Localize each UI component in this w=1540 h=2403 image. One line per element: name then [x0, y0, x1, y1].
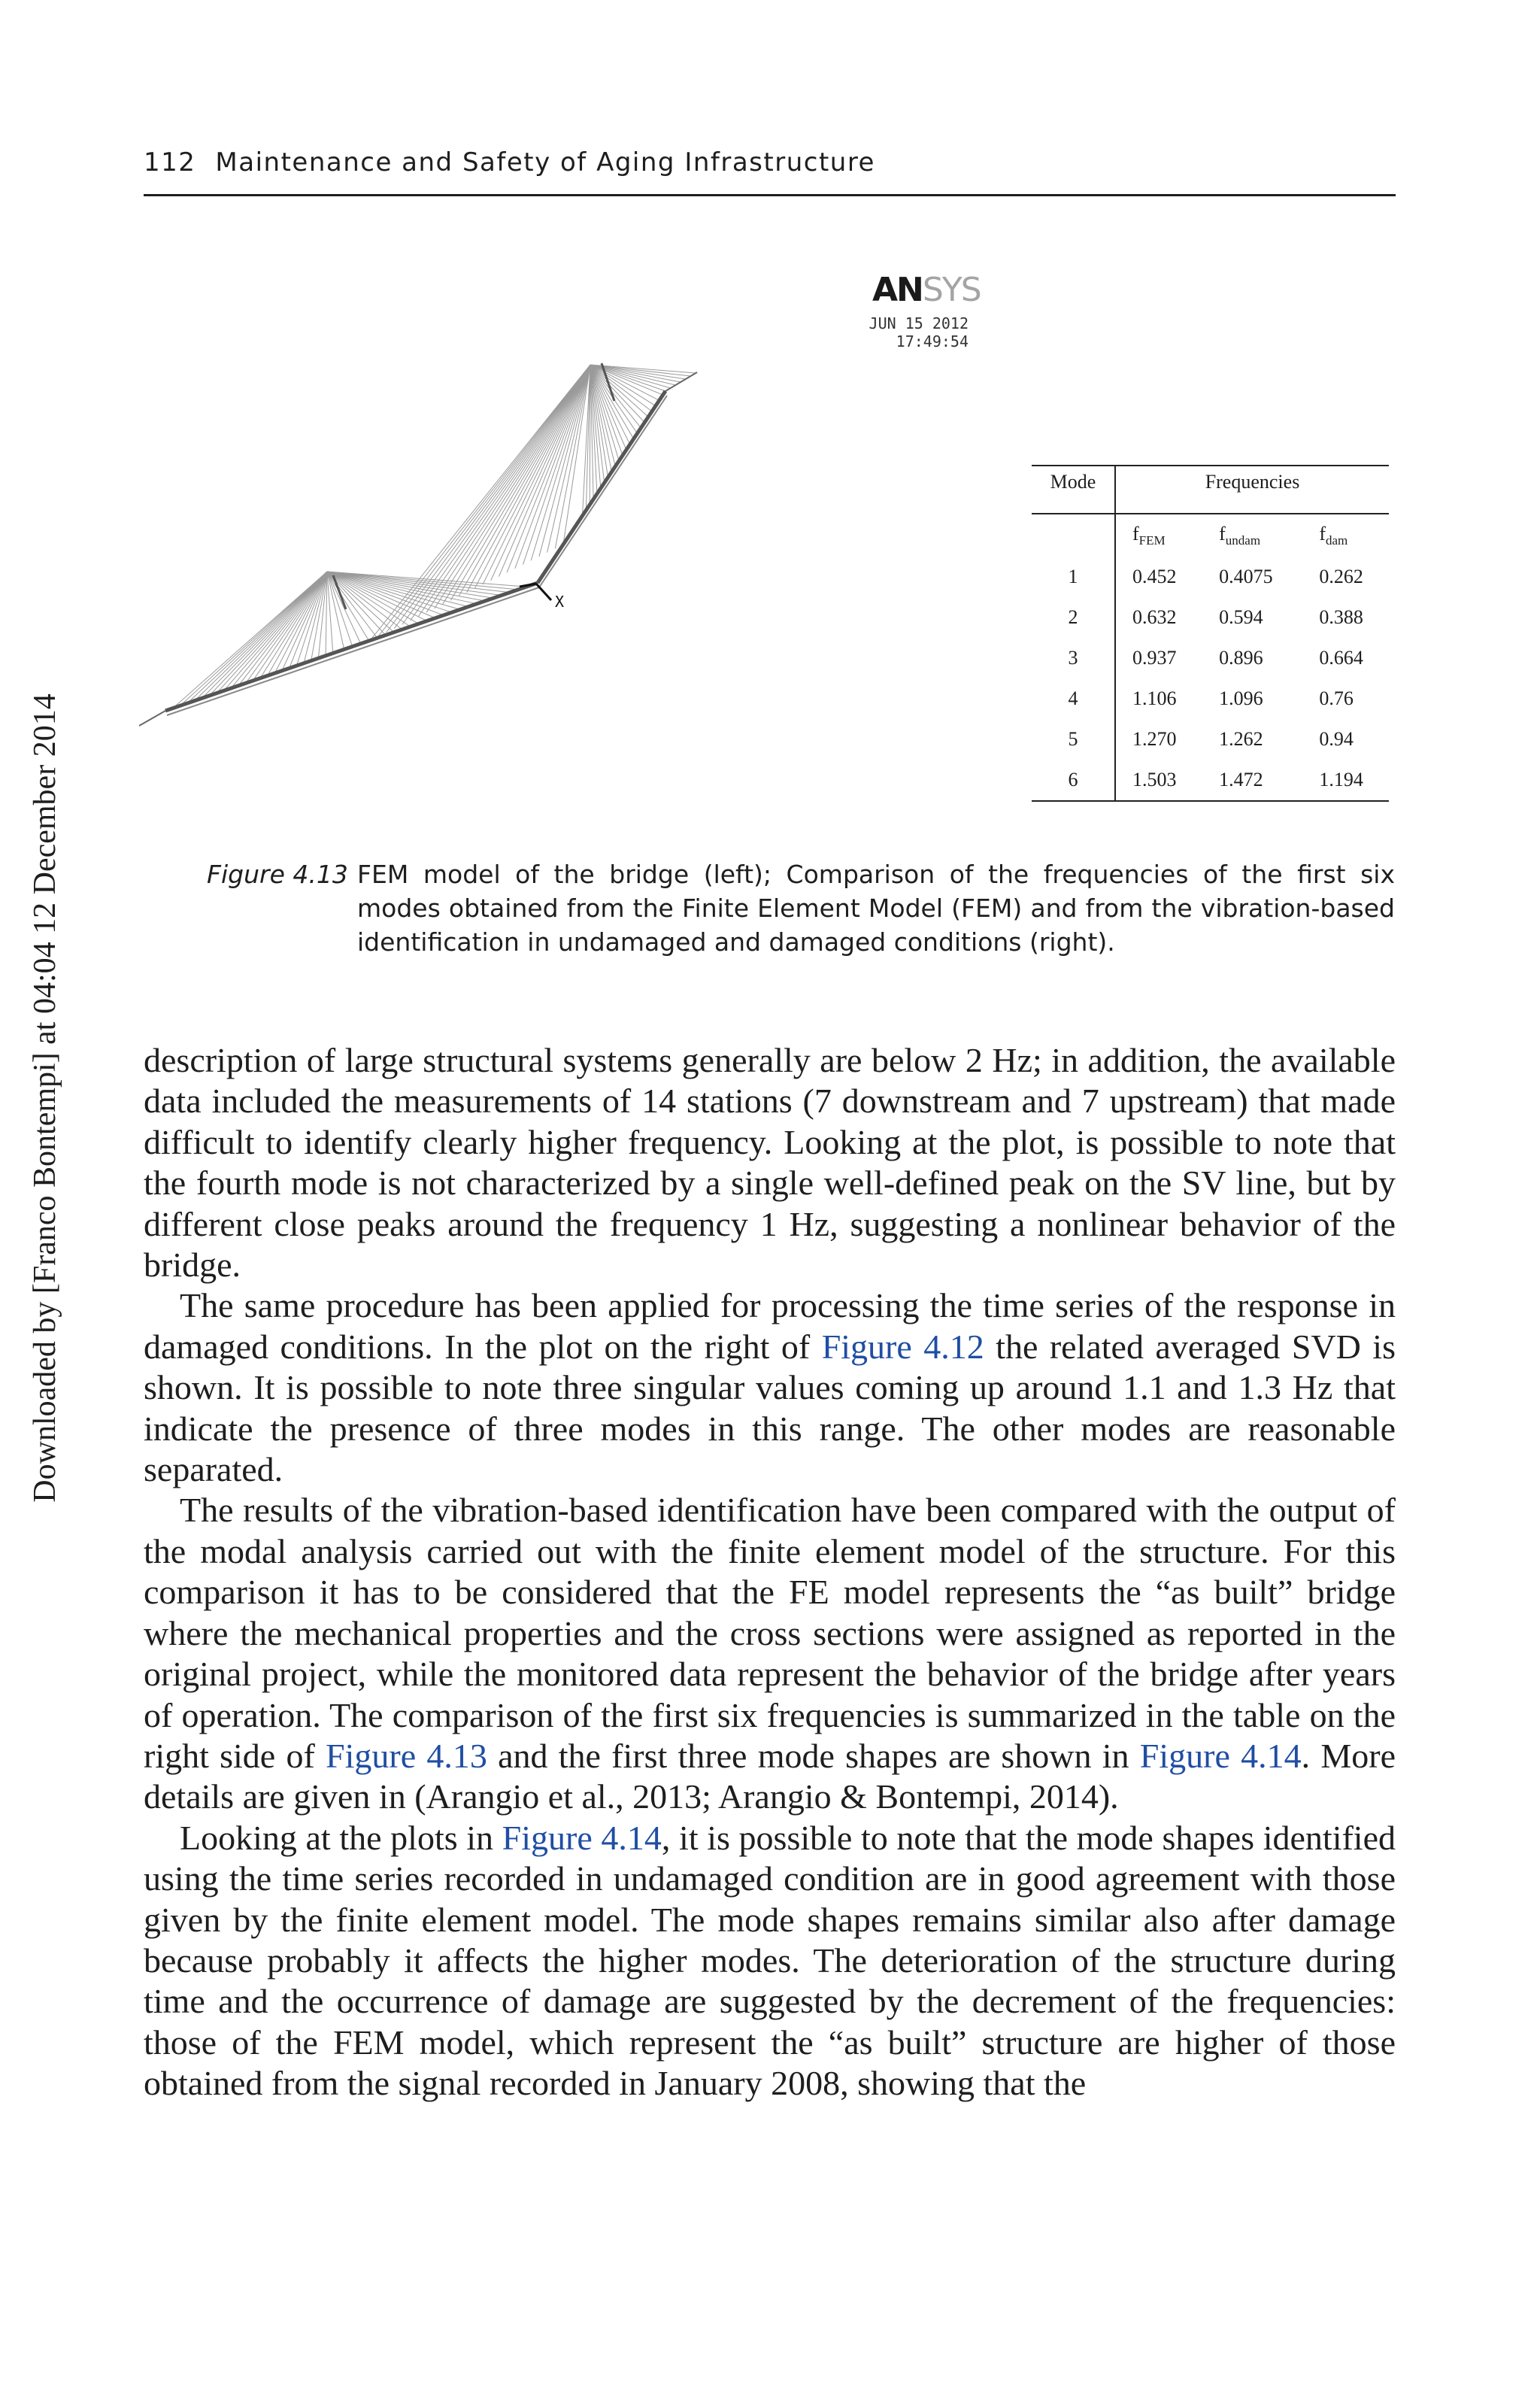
axis-x-label: X — [555, 593, 565, 611]
table-row: 6 1.503 1.472 1.194 — [1032, 760, 1389, 801]
frequency-table — [1032, 465, 1389, 802]
mode-header: Mode — [1032, 466, 1115, 514]
figure-link[interactable]: Figure 4.13 — [326, 1736, 487, 1775]
paragraph: description of large structural systems generally are below 2 Hz; in addition, the available data included the measurements of 14 stations (7 downstream and 7 upstream) that made difficult to identify clearly higher frequency. Looking at the plot, is possible to note that the fourth mode is not characterized by a single well-defined peak on the SV line, but by different close peaks around the frequency 1 Hz, suggesting a nonlinear behavior of the bridge. — [144, 1041, 1396, 1285]
download-watermark: Downloaded by [Franco Bontempi] at 04:04 12 December 2014 — [28, 693, 62, 1503]
figure-link[interactable]: Figure 4.14 — [1139, 1736, 1302, 1775]
running-header — [144, 147, 1396, 177]
ansys-logo: ANSYS — [872, 271, 981, 309]
ansys-time: 17:49:54 — [896, 332, 969, 350]
figure-caption — [207, 857, 1395, 959]
frequencies-header: Frequencies — [1115, 466, 1389, 514]
paragraph: The same procedure has been applied for processing the time series of the response in damaged conditions. In the plot on the right of Figure 4.12 the related averaged SVD is shown. It is possible to note three singular values coming up around 1.1 and 1.3 Hz that indicate the presence of three modes in this range. The other modes are reasonable separated. — [144, 1286, 1396, 1489]
ansys-date: JUN 15 2012 — [869, 314, 969, 332]
paragraph: Looking at the plots in Figure 4.14, it is possible to note that the mode shapes identified using the time series recorded in undamaged condition are in good agreement with those given by the finite element model. The mode shapes remains similar also after damage because probably it affects the higher modes. The deterioration of the structure during time and the occurrence of damage are suggested by the decrement of the frequencies: those of the FEM model, which represent the “as built” structure are higher of those obtained from the signal recorded in January 2008, showing that the — [144, 1818, 1396, 2103]
table-row: 2 0.632 0.594 0.388 — [1032, 597, 1389, 638]
table-row: 4 1.106 1.096 0.76 — [1032, 678, 1389, 719]
running-title: Maintenance and Safety of Aging Infrastructure — [215, 147, 875, 177]
figure-link[interactable]: Figure 4.14 — [502, 1818, 662, 1857]
col-undam-header: $f_{undam}$ — [1202, 514, 1302, 557]
table-row: 3 0.937 0.896 0.664 — [1032, 638, 1389, 678]
caption-text: FEM model of the bridge (left); Comparison of the frequencies of the first six modes obtained from the Finite Element Model (FEM) and from the vibration-based identification in undamaged and damaged conditions (right). — [357, 860, 1395, 957]
col-fem-header: $f_{FEM}$ — [1115, 514, 1202, 557]
fem-bridge-model — [139, 267, 1011, 820]
caption-label: Figure 4.13 — [207, 860, 348, 889]
pylon-left — [333, 575, 346, 609]
table-row: 1 0.452 0.4075 0.262 — [1032, 557, 1389, 597]
stay-cables — [173, 365, 696, 708]
header-rule — [144, 194, 1396, 196]
table-row: 5 1.270 1.262 0.94 — [1032, 719, 1389, 760]
col-dam-header: $f_{dam}$ — [1302, 514, 1389, 557]
page-number: 112 — [144, 147, 196, 177]
body-text — [144, 1040, 1396, 2104]
paragraph: The results of the vibration-based identification have been compared with the output of the modal analysis carried out with the finite element model of the structure. For this comparison it has to be considered that the FE model represents the “as built” bridge where the mechanical properties and the cross sections were assigned as reported in the original project, while the monitored data represent the behavior of the bridge after years of operation. The comparison of the first six frequencies is summarized in the table on the right side of Figure 4.13 and the first three mode shapes are shown in Figure 4.14. More details are given in (Arangio et al., 2013; Arangio & Bontempi, 2014). — [144, 1491, 1396, 1816]
bridge-deck — [139, 372, 697, 726]
figure-link[interactable]: Figure 4.12 — [821, 1327, 984, 1366]
